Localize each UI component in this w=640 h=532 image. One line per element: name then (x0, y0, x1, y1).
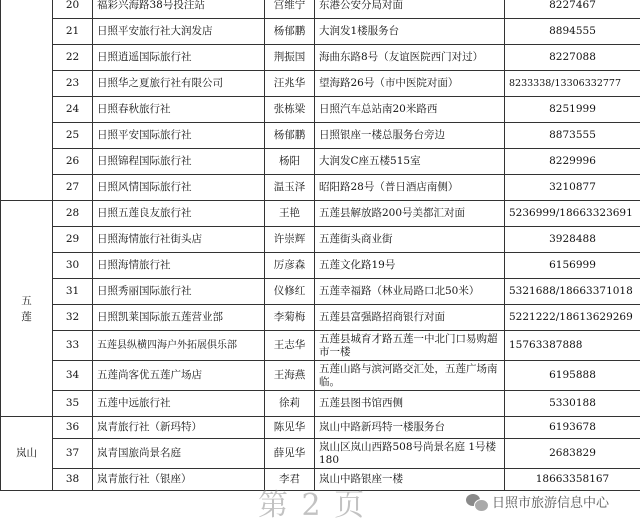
agency-name: 五莲县纵横四海户外拓展俱乐部 (93, 331, 265, 361)
agency-name: 五莲中远旅行社 (93, 391, 265, 417)
agency-name: 日照秀丽国际旅行社 (93, 279, 265, 305)
row-number: 27 (53, 175, 93, 201)
agency-address: 五莲县城育才路五莲一中北门口易购超市一楼 (315, 331, 505, 361)
region-label: 五莲 (21, 294, 32, 323)
table-row (1, 279, 640, 305)
agency-phone: 15763387888 (505, 331, 640, 361)
agency-name: 岚青旅行社（银座） (93, 469, 265, 491)
agency-name: 日照逍遥国际旅行社 (93, 45, 265, 71)
agency-address: 大润发C座五楼515室 (315, 149, 505, 175)
contact-person: 杨郁鹏 (265, 19, 315, 45)
table-row (1, 253, 640, 279)
agency-phone: 8227088 (505, 45, 640, 71)
contact-person: 王海燕 (265, 361, 315, 391)
agency-name: 日照海情旅行社街头店 (93, 227, 265, 253)
row-number: 34 (53, 361, 93, 391)
agency-address: 昭阳路28号（普日酒店南侧） (315, 175, 505, 201)
table-row (1, 201, 640, 227)
agency-phone: 2683829 (505, 439, 640, 469)
row-number: 24 (53, 97, 93, 123)
contact-person: 薛见华 (265, 439, 315, 469)
agency-phone: 8227467 (505, 0, 640, 19)
agency-address: 五莲县解放路200号美都汇对面 (315, 201, 505, 227)
row-number: 37 (53, 439, 93, 469)
row-number: 30 (53, 253, 93, 279)
agency-phone: 3210877 (505, 175, 640, 201)
table-row (1, 19, 640, 45)
table-row (1, 71, 640, 97)
agency-phone: 8251999 (505, 97, 640, 123)
table-row (1, 417, 640, 439)
agency-phone: 8233338/13306332777 (505, 71, 640, 97)
table-row (1, 45, 640, 71)
agency-phone: 18663358167 (505, 469, 640, 491)
agency-name: 日照凯莱国际旅五莲营业部 (93, 305, 265, 331)
table-row (1, 331, 640, 361)
agency-name: 福彩兴海路38号投注站 (93, 0, 265, 19)
contact-person: 许崇辉 (265, 227, 315, 253)
row-number: 33 (53, 331, 93, 361)
contact-person: 李菊梅 (265, 305, 315, 331)
table-row (1, 391, 640, 417)
agency-name: 日照平安国际旅行社 (93, 123, 265, 149)
row-number: 38 (53, 469, 93, 491)
contact-person: 杨阳 (265, 149, 315, 175)
agency-address: 东港公安分局对面 (315, 0, 505, 19)
contact-person: 张栋梁 (265, 97, 315, 123)
agency-address: 岚山中路新玛特一楼服务台 (315, 417, 505, 439)
row-number: 32 (53, 305, 93, 331)
row-number: 31 (53, 279, 93, 305)
agency-address: 大润发1楼服务台 (315, 19, 505, 45)
row-number: 29 (53, 227, 93, 253)
agency-phone: 8873555 (505, 123, 640, 149)
agency-phone: 6156999 (505, 253, 640, 279)
agency-name: 日照风情国际旅行社 (93, 175, 265, 201)
contact-person: 杨郁鹏 (265, 123, 315, 149)
agency-name: 五莲尚客优五莲广场店 (93, 361, 265, 391)
agency-name: 日照平安旅行社大润发店 (93, 19, 265, 45)
agency-address: 岚山区岚山西路508号尚景名庭 1号楼180 (315, 439, 505, 469)
agency-phone: 8894555 (505, 19, 640, 45)
source-watermark (464, 492, 611, 511)
contact-person: 荆振国 (265, 45, 315, 71)
agency-name: 岚青国旅尚景名庭 (93, 439, 265, 469)
page-number-watermark: 第 2 页 (258, 488, 367, 523)
row-number: 21 (53, 19, 93, 45)
table-row (1, 97, 640, 123)
contact-person: 李君 (265, 469, 315, 491)
agency-address: 五莲山路与滨河路交汇处，五莲广场南临。 (315, 361, 505, 391)
contact-person: 陈见华 (265, 417, 315, 439)
region-cell-continued (1, 0, 53, 201)
agency-address: 五莲幸福路（林业局路口北50米） (315, 279, 505, 305)
agency-address: 日照汽车总站南20米路西 (315, 97, 505, 123)
agency-phone: 5330188 (505, 391, 640, 417)
contact-person: 宫维宁 (265, 0, 315, 19)
agency-name: 日照春秋旅行社 (93, 97, 265, 123)
agency-name: 日照海情旅行社 (93, 253, 265, 279)
agency-phone: 6195888 (505, 361, 640, 391)
agency-address: 五莲街头商业街 (315, 227, 505, 253)
agency-address: 五莲县图书馆西侧 (315, 391, 505, 417)
region-label: 岚山 (16, 447, 37, 459)
wechat-icon (466, 493, 488, 511)
contact-person: 王志华 (265, 331, 315, 361)
source-label: 日照市旅游信息中心 (492, 496, 610, 511)
region-cell-wulian (1, 201, 53, 417)
agency-name: 岚青旅行社（新玛特） (93, 417, 265, 439)
table-row (1, 439, 640, 469)
contact-person: 温玉泽 (265, 175, 315, 201)
table-row (1, 305, 640, 331)
contact-person: 仪修红 (265, 279, 315, 305)
contact-person: 厉彦森 (265, 253, 315, 279)
table-row (1, 361, 640, 391)
agency-address: 日照银座一楼总服务台旁边 (315, 123, 505, 149)
table-row (1, 227, 640, 253)
agency-address: 五莲县富强路招商银行对面 (315, 305, 505, 331)
agency-address: 岚山中路银座一楼 (315, 469, 505, 491)
agency-phone: 6193678 (505, 417, 640, 439)
agency-name: 日照锦程国际旅行社 (93, 149, 265, 175)
row-number: 35 (53, 391, 93, 417)
agency-address: 望海路26号（市中医院对面） (315, 71, 505, 97)
contact-person: 徐莉 (265, 391, 315, 417)
agency-name: 日照五莲良友旅行社 (93, 201, 265, 227)
agency-phone: 8229996 (505, 149, 640, 175)
table-row (1, 123, 640, 149)
table-row (1, 149, 640, 175)
row-number: 25 (53, 123, 93, 149)
row-number: 26 (53, 149, 93, 175)
table-row (1, 175, 640, 201)
row-number: 28 (53, 201, 93, 227)
row-number: 22 (53, 45, 93, 71)
contact-person: 汪兆华 (265, 71, 315, 97)
agency-phone: 3928488 (505, 227, 640, 253)
agency-phone: 5321688/18663371018 (505, 279, 640, 305)
agency-address: 海曲东路8号（友谊医院西门对过） (315, 45, 505, 71)
agency-name: 日照华之夏旅行社有限公司 (93, 71, 265, 97)
agency-phone: 5221222/18613629269 (505, 305, 640, 331)
row-number: 20 (53, 0, 93, 19)
row-number: 23 (53, 71, 93, 97)
row-number: 36 (53, 417, 93, 439)
table-row (1, 0, 640, 19)
agency-phone: 5236999/18663323691 (505, 201, 640, 227)
agency-address: 五莲文化路19号 (315, 253, 505, 279)
region-cell-lanshan (1, 417, 53, 491)
contact-person: 王艳 (265, 201, 315, 227)
